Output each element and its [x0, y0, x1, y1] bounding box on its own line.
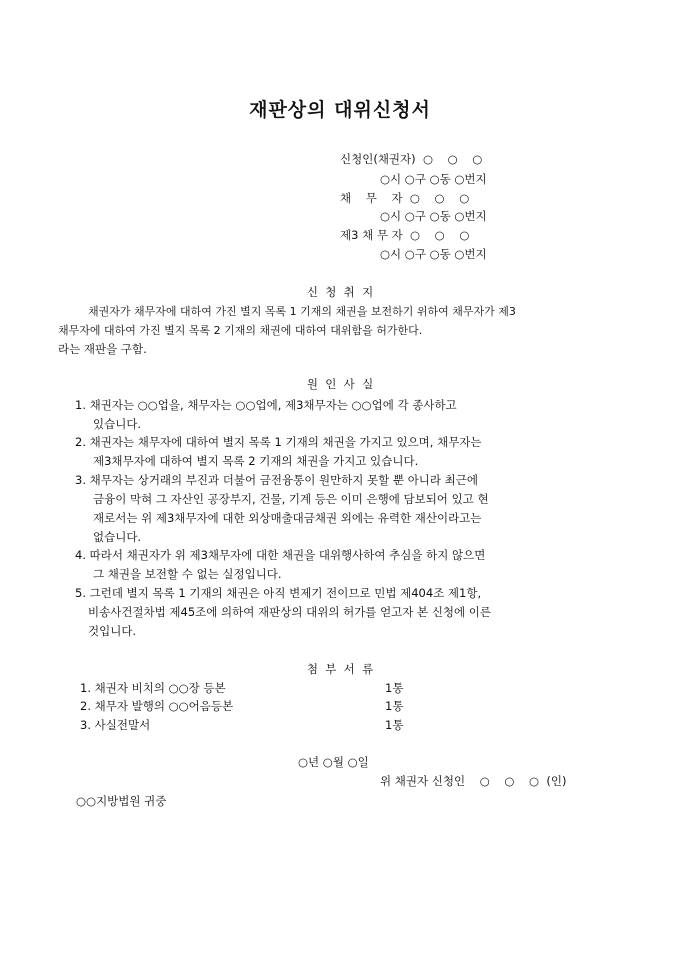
purpose-line-2: 채무자에 대하여 가진 별지 목록 2 기재의 채권에 대하여 대위함을 허가한다. [58, 324, 423, 337]
cause-line: 없습니다. [93, 530, 142, 544]
purpose-line-3: 라는 재판을 구함. [58, 342, 147, 356]
cause-line: 금융이 막혀 그 자산인 공장부지, 건물, 기계 등은 이미 은행에 담보되어 있고 현 [93, 492, 489, 506]
document-title: 재판상의 대위신청서 [249, 99, 431, 121]
cause-heading: 원 인 사 실 [306, 377, 374, 391]
applicant-address: ○시 ○구 ○동 ○번지 [380, 172, 487, 186]
third-debtor-label: 제3 채 무 자 ○ ○ ○ [340, 228, 470, 242]
filing-date: ○년 ○월 ○일 [298, 755, 369, 769]
cause-line: 2. 채권자는 채무자에 대하여 별지 목록 1 기재의 채권을 가지고 있으며, 채무자는 [75, 435, 482, 449]
attachment-name: 1. 채권자 비치의 ○○장 등본 [80, 681, 226, 695]
cause-line: 3. 채무자는 상거래의 부진과 더불어 금전융통이 원만하지 못할 뿐 아니라 최근에 [75, 473, 479, 487]
cause-line: 것입니다. [88, 624, 137, 638]
court-addressee: ○○지방법원 귀중 [76, 794, 167, 808]
applicant-label: 신청인(채권자) ○ ○ ○ [340, 152, 483, 166]
attachment-name: 3. 사실전말서 [80, 718, 151, 732]
cause-line: 그 채권을 보전할 수 없는 실정입니다. [93, 567, 282, 581]
debtor-address: ○시 ○구 ○동 ○번지 [380, 209, 487, 223]
cause-line: 4. 따라서 채권자가 위 제3채무자에 대한 채권을 대위행사하여 추심을 하지 않으면 [75, 548, 486, 562]
attachment-name: 2. 채무자 발행의 ○○어음등본 [80, 699, 234, 713]
cause-line: 재로서는 위 제3채무자에 대한 외상매출대금채권 외에는 유력한 재산이라고는 [93, 511, 482, 525]
purpose-line-1: 채권자가 채무자에 대하여 가진 별지 목록 1 기재의 채권을 보전하기 위하여 채무자가 제3 [88, 305, 516, 318]
cause-line: 5. 그런데 별지 목록 1 기재의 채권은 아직 변제기 전이므로 민법 제404조 제1항, [75, 586, 482, 600]
cause-line: 비송사건절차법 제45조에 의하여 재판상의 대위의 허가를 얻고자 본 신청에 이른 [88, 605, 492, 619]
attachments-heading: 첨 부 서 류 [306, 662, 374, 676]
purpose-heading: 신 청 취 지 [306, 285, 374, 299]
debtor-label: 채 무 자 ○ ○ ○ [340, 191, 470, 205]
applicant-signature: 위 채권자 신청인 ○ ○ ○ (인) [380, 774, 567, 788]
cause-line: 1. 채권자는 ○○업을, 채무자는 ○○업에, 제3채무자는 ○○업에 각 종사하고 [75, 398, 457, 412]
attachment-count: 1통 [385, 718, 404, 732]
cause-line: 있습니다. [93, 417, 142, 431]
cause-line: 제3채무자에 대하여 별지 목록 2 기재의 채권을 가지고 있습니다. [93, 454, 419, 468]
attachment-count: 1통 [385, 681, 404, 695]
third-debtor-address: ○시 ○구 ○동 ○번지 [380, 247, 487, 261]
attachment-count: 1통 [385, 699, 404, 713]
